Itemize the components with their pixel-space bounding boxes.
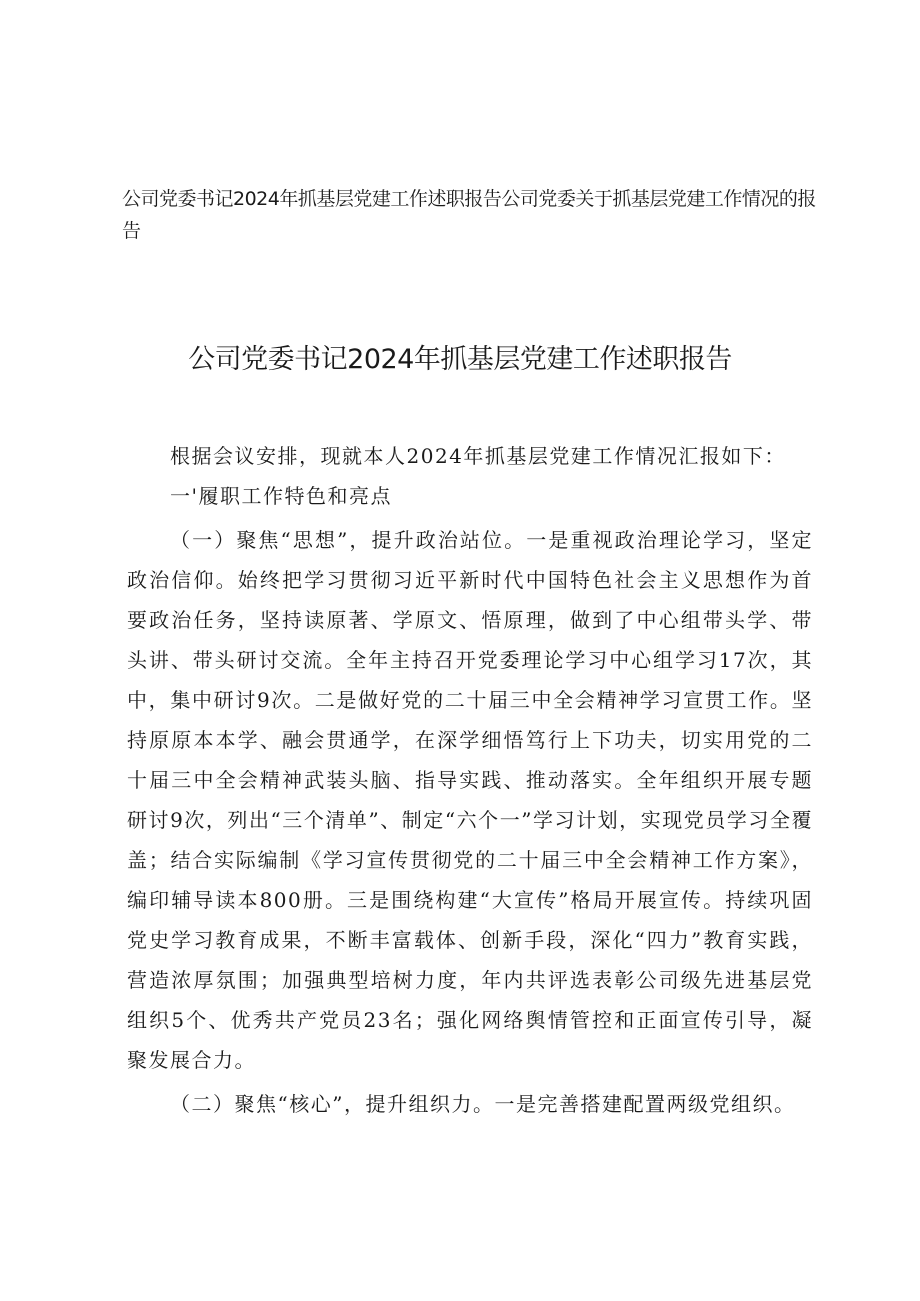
intro-paragraph: 根据会议安排，现就本人2024年抓基层党建工作情况汇报如下： xyxy=(170,444,786,468)
page-title: 公司党委书记2024年抓基层党建工作述职报告 xyxy=(188,344,732,375)
document-header: 公司党委书记2024年抓基层党建工作述职报告公司党委关于抓基层党建工作情况的报告 xyxy=(122,188,816,242)
document-body xyxy=(127,436,813,1124)
paragraph-thought: （一）聚焦“思想”，提升政治站位。一是重视政治理论学习，坚定政治信仰。始终把学习贯彻习近平新时代中国特色社会主义思想作为首要政治任务，坚持读原著、学原文、悟原理，做到了中心组带头学、带头讲、带头研讨交流。全年主持召开党委理论学习中心组学习17次，其中，集中研讨9次。二是做好党的二十届三中全会精神学习宣贯工作。坚持原原本本学、融会贯通学，在深学细悟笃行上下功夫，切实用党的二十届三中全会精神武装头脑、指导实践、推动落实。全年组织开展专题研讨9次，列出“三个清单”、制定“六个一”学习计划，实现党员学习全覆盖；结合实际编制《学习宣传贯彻党的二十届三中全会精神工作方案》，编印辅导读本800册。三是围绕构建“大宣传”格局开展宣传。持续巩固党史学习教育成果，不断丰富载体、创新手段，深化“四力”教育实践，营造浓厚氛围；加强典型培树力度，年内共评选表彰公司级先进基层党组织5个、优秀共产党员23名；强化网络舆情管控和正面宣传引导，凝聚发展合力。 xyxy=(127,528,813,1072)
section-heading: 一'履职工作特色和亮点 xyxy=(170,484,392,508)
paragraph-core: （二）聚焦“核心”，提升组织力。一是完善搭建配置两级党组织。 xyxy=(170,1092,796,1116)
